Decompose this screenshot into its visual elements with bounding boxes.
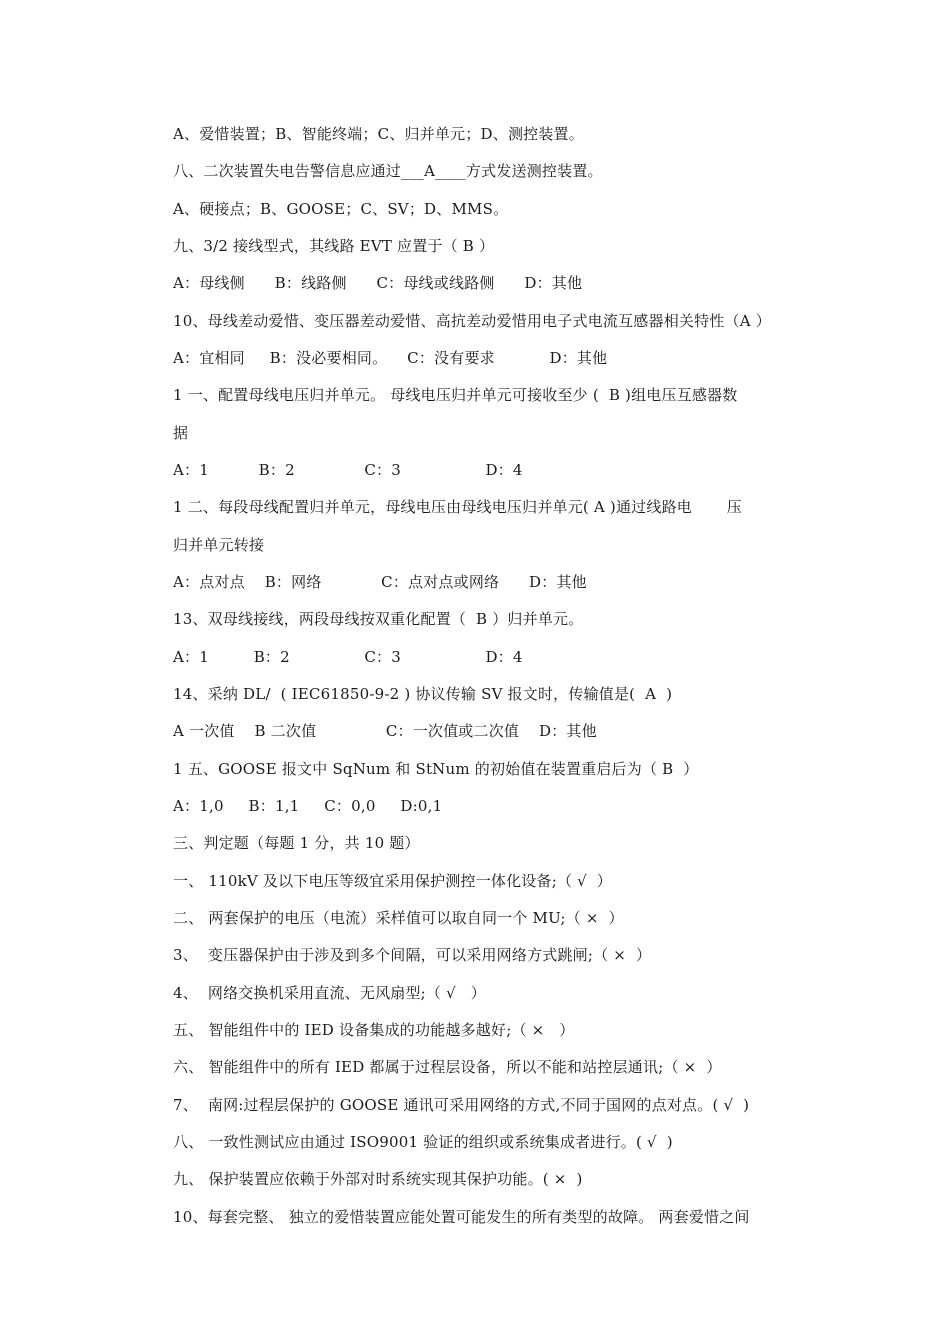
text-line: 九、3/2 接线型式，其线路 EVT 应置于（ B ） — [173, 237, 495, 255]
text-line: A：母线侧 B：线路侧 C：母线或线路侧 D：其他 — [173, 274, 583, 292]
text-line: A、硬接点；B、GOOSE；C、SV；D、MMS。 — [173, 200, 509, 218]
section-heading: 三、判定题（每题 1 分，共 10 题） — [173, 834, 420, 852]
text-line: 归并单元转接 — [173, 536, 265, 554]
text-line: A：1 B：2 C：3 D：4 — [173, 461, 523, 479]
text-line: 1 二、每段母线配置归并单元，母线电压由母线电压归并单元( A )通过线路电 压 — [173, 498, 742, 516]
text-line: A：1,0 B：1,1 C：0,0 D:0,1 — [173, 797, 443, 815]
text-line: 九、 保护装置应依赖于外部对时系统实现其保护功能。( × ) — [173, 1170, 583, 1188]
text-line: 据 — [173, 424, 189, 442]
text-line: 10、母线差动爱惜、变压器差动爱惜、高抗差动爱惜用电子式电流互感器相关特性（A ） — [173, 312, 771, 330]
text-line: 六、 智能组件中的所有 IED 都属于过程层设备，所以不能和站控层通讯;（ × ） — [173, 1058, 722, 1076]
text-line: 八、二次装置失电告警信息应通过___A____方式发送测控装置。 — [173, 162, 603, 180]
text-line: A：宜相同 B：没必要相同。 C：没有要求 D：其他 — [173, 349, 608, 367]
text-line: 13、双母线接线，两段母线按双重化配置（ B ）归并单元。 — [173, 610, 584, 628]
text-line: 1 五、GOOSE 报文中 SqNum 和 StNum 的初始值在装置重启后为（ B ） — [173, 760, 699, 778]
text-line: 10、每套完整、 独立的爱惜装置应能处置可能发生的所有类型的故障。 两套爱惜之间 — [173, 1208, 750, 1226]
text-line: A：1 B：2 C：3 D：4 — [173, 648, 523, 666]
text-line: A 一次值 B 二次值 C：一次值或二次值 D：其他 — [173, 722, 597, 740]
text-line: 4、 网络交换机采用直流、无风扇型;（ √ ） — [173, 984, 486, 1002]
text-line: 八、 一致性测试应由通过 ISO9001 验证的组织或系统集成者进行。( √ ) — [173, 1133, 673, 1151]
text-line: A、爱惜装置；B、智能终端；C、归并单元；D、测控装置。 — [173, 125, 584, 143]
text-line: 一、 110kV 及以下电压等级宜采用保护测控一体化设备;（ √ ） — [173, 872, 613, 890]
text-line: 1 一、配置母线电压归并单元。 母线电压归并单元可接收至少 ( B )组电压互感器数 — [173, 386, 738, 404]
text-line: 14、采纳 DL/ ( IEC61850-9-2 ) 协议传输 SV 报文时，传输值是( A ) — [173, 685, 673, 703]
text-line: 7、 南网:过程层保护的 GOOSE 通讯可采用网络的方式,不同于国网的点对点。( √ ) — [173, 1096, 750, 1114]
text-line: A：点对点 B：网络 C：点对点或网络 D：其他 — [173, 573, 587, 591]
text-line: 五、 智能组件中的 IED 设备集成的功能越多越好;（ × ） — [173, 1021, 575, 1039]
text-line: 二、 两套保护的电压（电流）采样值可以取自同一个 MU;（ × ） — [173, 909, 624, 927]
text-line: 3、 变压器保护由于涉及到多个间隔，可以采用网络方式跳闸;（ × ） — [173, 946, 652, 964]
